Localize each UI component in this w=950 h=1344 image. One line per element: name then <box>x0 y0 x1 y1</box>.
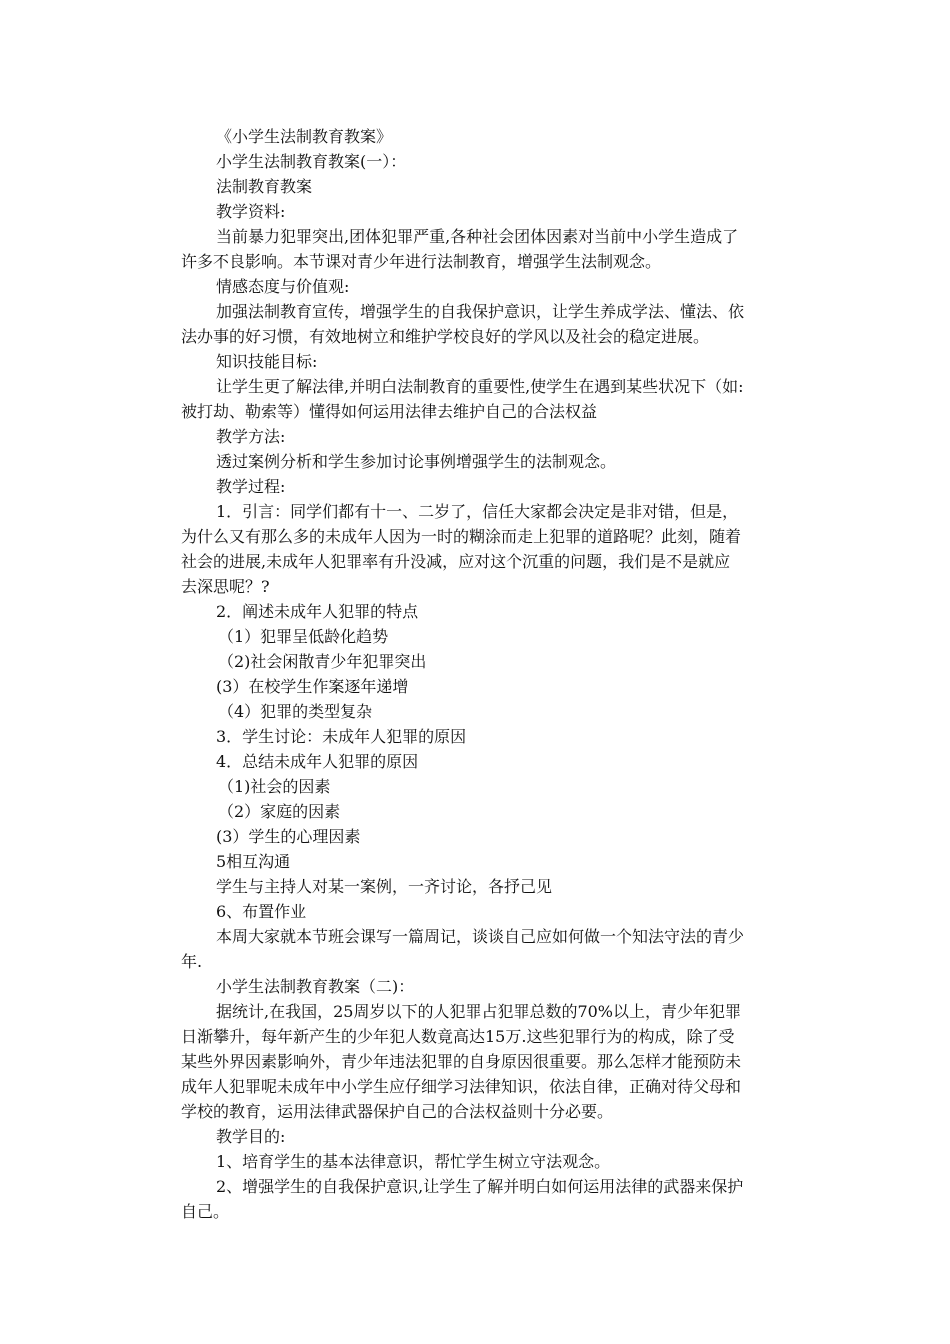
text-line: 为什么又有那么多的未成年人因为一时的糊涂而走上犯罪的道路呢？此刻，随着 <box>181 527 742 546</box>
text-line: 教学方法: <box>216 427 286 446</box>
text-line: 4．总结未成年人犯罪的原因 <box>216 752 419 771</box>
text-line: 《小学生法制教育教案》 <box>216 127 393 146</box>
text-line: 社会的进展,未成年人犯罪率有升没减，应对这个沉重的问题，我们是不是就应 <box>181 552 731 571</box>
text-line: 学生与主持人对某一案例，一齐讨论，各抒己见 <box>216 877 553 896</box>
text-line: 加强法制教育宣传，增强学生的自我保护意识，让学生养成学法、懂法、依 <box>216 302 745 321</box>
text-line: 3．学生讨论：未成年人犯罪的原因 <box>216 727 467 746</box>
text-line: 5相互沟通 <box>216 852 291 871</box>
text-line: （2）家庭的因素 <box>218 802 341 821</box>
text-line: （4）犯罪的类型复杂 <box>218 702 373 721</box>
text-line: 1、培育学生的基本法律意识，帮忙学生树立守法观念。 <box>216 1152 611 1171</box>
text-line: 自己。 <box>181 1202 230 1221</box>
text-line: 2．阐述未成年人犯罪的特点 <box>216 602 419 621</box>
text-line: （2)社会闲散青少年犯罪突出 <box>218 652 427 671</box>
text-line: 年. <box>181 952 203 971</box>
text-line: 据统计,在我国，25周岁以下的人犯罪占犯罪总数的70%以上，青少年犯罪 <box>216 1002 742 1021</box>
text-line: 小学生法制教育教案(一）： <box>216 152 407 171</box>
text-line: 法制教育教案 <box>216 177 313 196</box>
text-line: 本周大家就本节班会课写一篇周记，谈谈自己应如何做一个知法守法的青少 <box>216 927 745 946</box>
text-line: 知识技能目标: <box>216 352 318 371</box>
text-line: 去深思呢？? <box>181 577 270 596</box>
text-line: 学校的教育，运用法律武器保护自己的合法权益则十分必要。 <box>181 1102 614 1121</box>
text-line: （1)社会的因素 <box>218 777 331 796</box>
text-line: （1）犯罪呈低龄化趋势 <box>218 627 389 646</box>
text-line: 透过案例分析和学生参加讨论事例增强学生的法制观念。 <box>216 452 617 471</box>
text-line: 6、布置作业 <box>216 902 307 921</box>
text-line: 2、增强学生的自我保护意识,让学生了解并明白如何运用法律的武器来保护 <box>216 1177 744 1196</box>
text-line: 日渐攀升，每年新产生的少年犯人数竟高达15万.这些犯罪行为的构成，除了受 <box>181 1027 735 1046</box>
text-line: 教学资料: <box>216 202 286 221</box>
text-line: 许多不良影响。本节课对青少年进行法制教育，增强学生法制观念。 <box>181 252 662 271</box>
text-line: 成年人犯罪呢未成年中小学生应仔细学习法律知识，依法自律，正确对待父母和 <box>181 1077 742 1096</box>
text-line: 某些外界因素影响外，青少年违法犯罪的自身原因很重要。那么怎样才能预防未 <box>181 1052 742 1071</box>
text-line: 教学过程: <box>216 477 286 496</box>
text-line: 1．引言：同学们都有十一、二岁了，信任大家都会决定是非对错，但是， <box>216 502 739 521</box>
text-line: (3）学生的心理因素 <box>216 827 361 846</box>
text-line: (3）在校学生作案逐年递增 <box>216 677 409 696</box>
text-line: 当前暴力犯罪突出,团体犯罪严重,各种社会团体因素对当前中小学生造成了 <box>216 227 739 246</box>
text-line: 让学生更了解法律,并明白法制教育的重要性,使学生在遇到某些状况下（如: <box>216 377 744 396</box>
text-line: 小学生法制教育教案（二)： <box>216 977 415 996</box>
text-line: 被打劫、勒索等）懂得如何运用法律去维护自己的合法权益 <box>181 402 598 421</box>
text-line: 情感态度与价值观: <box>216 277 350 296</box>
text-line: 教学目的: <box>216 1127 286 1146</box>
text-line: 法办事的好习惯，有效地树立和维护学校良好的学风以及社会的稳定进展。 <box>181 327 710 346</box>
